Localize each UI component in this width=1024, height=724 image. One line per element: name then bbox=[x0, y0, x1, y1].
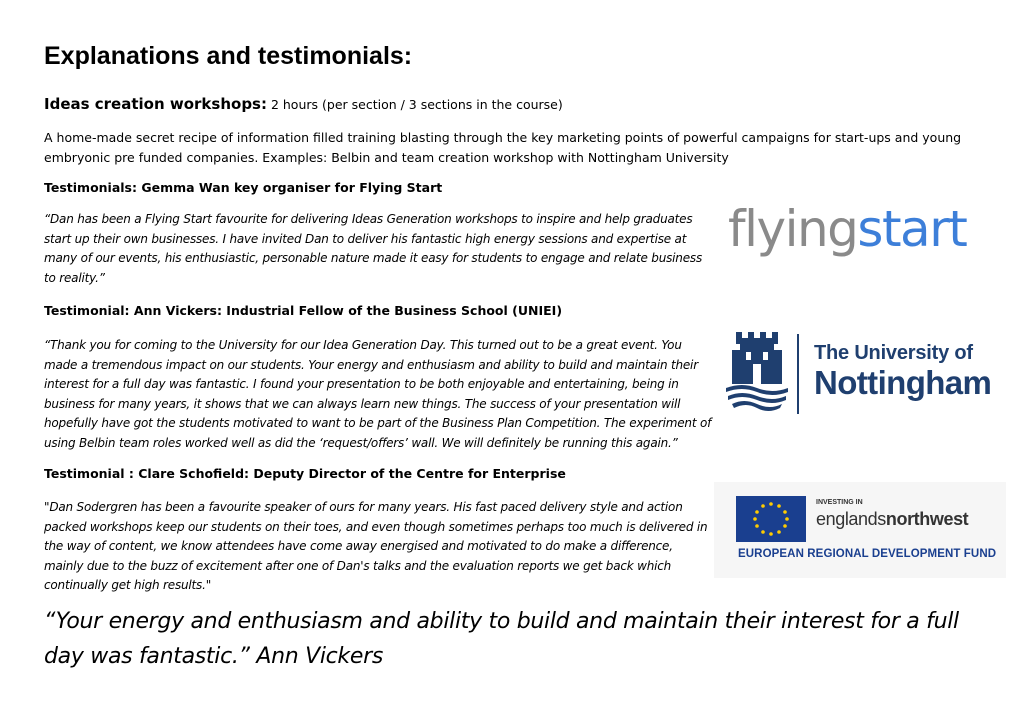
eu-flag-icon bbox=[736, 496, 806, 542]
nottingham-logo-line2: Nottingham bbox=[814, 364, 992, 401]
nottingham-logo-text bbox=[814, 342, 991, 401]
pull-quote: “Your energy and enthusiasm and ability to build and maintain their interest for a full day was fantastic.” Ann Vickers bbox=[44, 609, 959, 669]
section-heading-label: Ideas creation workshops: bbox=[44, 95, 267, 113]
intro-paragraph: A home-made secret recipe of information filled training blasting through the key marketing points of powerful campaigns for start-ups and young embryonic pre funded companies. Examples: Belbin and team creation workshop with Nottingham University bbox=[44, 130, 962, 165]
nottingham-logo bbox=[722, 330, 1000, 418]
erdf-logo-brand bbox=[816, 509, 968, 530]
section-heading-detail: 2 hours (per section / 3 sections in the course) bbox=[266, 97, 563, 112]
erdf-logo-fund: EUROPEAN REGIONAL DEVELOPMENT FUND bbox=[738, 548, 997, 560]
flyingstart-logo bbox=[728, 200, 978, 280]
testimonial-heading-gemma: Testimonials: Gemma Wan key organiser for Flying Start bbox=[44, 180, 443, 195]
castle-crest-icon bbox=[722, 330, 792, 414]
nottingham-logo-line1: The University of bbox=[814, 342, 973, 364]
flyingstart-logo-part1: flying bbox=[728, 200, 858, 258]
testimonial-heading-clare: Testimonial : Clare Schofield: Deputy Director of the Centre for Enterprise bbox=[44, 466, 566, 481]
erdf-logo-investing: INVESTING IN bbox=[816, 499, 863, 506]
nottingham-logo-divider bbox=[797, 334, 799, 414]
flyingstart-logo-part2: start bbox=[857, 200, 967, 258]
page-title: Explanations and testimonials: bbox=[44, 42, 413, 70]
section-heading bbox=[44, 95, 563, 113]
erdf-logo bbox=[714, 482, 1006, 578]
erdf-logo-brand-part2: northwest bbox=[885, 509, 969, 529]
testimonial-quote-gemma: “Dan has been a Flying Start favourite for delivering Ideas Generation workshops to inspire and help graduates start up their own businesses. I have invited Dan to deliver his fantastic high energy sessions and expertise at many of our events, his enthusiastic, personable nature made it easy for students to engage and relate business to reality.” bbox=[44, 212, 703, 285]
testimonial-quote-ann: “Thank you for coming to the University for our Idea Generation Day. This turned out to be a great event. You made a tremendous impact on our students. Your energy and enthusiasm and ability to build and maintain their interest for a full day was fantastic. I found your presentation to be both enjoyable and entertaining, being in business for many years, it shows that we can always learn new things. The success of your presentation will hopefully have got the students motivated to want to be part of the Business Plan Competition. The experiment of using Belbin team roles worked well as did the ‘request/offers’ wall. We will definitely be running this again.” bbox=[44, 338, 712, 450]
testimonial-heading-ann: Testimonial: Ann Vickers: Industrial Fellow of the Business School (UNIEI) bbox=[44, 303, 563, 318]
testimonial-quote-clare: "Dan Sodergren has been a favourite speaker of ours for many years. His fast paced delivery style and action packed workshops keep our students on their toes, and even though sometimes perhaps too much is delivered in the way of content, we know attendees have come away energised and motivated to do make a difference, mainly due to the buzz of excitement after one of Dan's talks and the evaluation reports we get back which continually get high results." bbox=[44, 500, 708, 592]
erdf-logo-brand-part1: englands bbox=[816, 509, 886, 529]
